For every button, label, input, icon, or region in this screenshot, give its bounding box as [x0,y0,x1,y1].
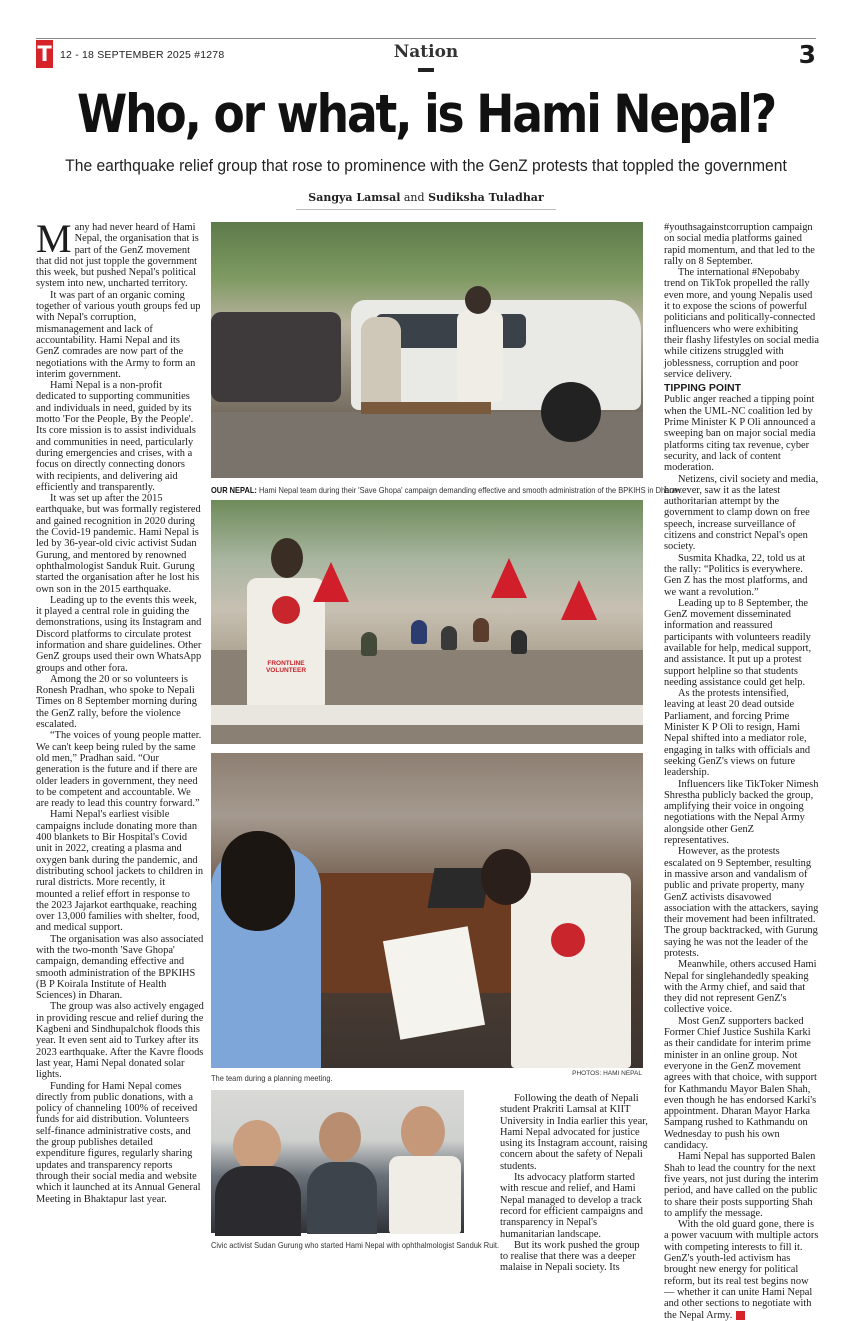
photo-motorbikes [211,312,341,402]
right-paragraph: As the protests intensified, leaving at least 20 dead outside Parliament, and forcing Prime Minister K P Oli to resign, Hami Nepal shifted into a mediator role, engaging in talks with officials and seeking GenZ's views on future leadership. [664,688,811,779]
photo-volunteer-vest [511,873,631,1068]
photo-hami-logo-icon [551,923,585,957]
right-paragraph: Most GenZ supporters backed Former Chief Justice Sushila Karki as their candidate for interim prime minister in an online group. Not everyone in the GenZ movement agrees with that choice, with support for Kathmandu Mayor Balen Shah, even though he has endorsed Karki's appointment. Dharan Mayor Harka Sampang rushed to Kathmandu on Wednesday to push his own candidacy. [664,1015,817,1152]
photo3-caption: The team during a planning meeting. [211,1073,333,1083]
photo1-caption-label: OUR NEPAL: [211,485,257,495]
photo-volunteer-vest [389,1156,461,1234]
photo-table [361,402,491,414]
left-paragraph: Hami Nepal's earliest visible campaigns include donating more than 400 blankets to Bir Hospital's Covid unit in 2022, creating a plasma and oxygen bank during the pandemic, and distributing school jackets to children in rural districts. More recently, it mounted a relief effort in response to the 2023 Jajarkot earthquake, reaching over 13,000 families with shelter, food, and medical support. [36,809,204,934]
left-column [36,216,204,1258]
photo-volunteer-head [271,538,303,578]
left-paragraph: Funding for Hami Nepal comes directly from public donations, with a policy of channeling 100% of received funds for aid distribution. Volunteers self-finance administrative costs, and the group publishes detailed expenditure figures, regularly sharing updates and transparency reports through their social media and website which it launched at its Annual General Meeting in Bhaktapur last year. [36,1080,201,1205]
publication-logo: T [37,42,52,66]
photo-sitting-person [361,632,377,656]
photo-nepal-flag-icon [491,558,527,598]
subhead-tipping-point: TIPPING POINT [664,382,742,395]
photo-face [233,1120,281,1172]
photo-notebook [383,926,485,1039]
byline-author-1: Sangya Lamsal [308,191,401,204]
photo-banner [211,705,643,725]
section-underline [418,68,434,72]
right-paragraph: Influencers like TikToker Nimesh Shrestha publicly backed the group, amplifying their voice in ongoing negotiations with the Nepal Army alongside other GenZ representatives. [664,778,819,847]
left-paragraph: Hami Nepal is a non-profit dedicated to supporting communities and individuals in need, guided by its motto 'For the People, By the People'. Its core mission is to assist individuals and communities in need, particularly during emergencies and crises, with a focus on directly connecting donors with recipients, and delivering aid efficiently and transparently. [36,380,196,493]
photo-suit [215,1166,301,1236]
middle-paragraph: But its work pushed the group to realise that there was a deeper malaise in Nepali society. Its [500,1239,640,1274]
photo-planning-meeting [211,753,643,1068]
right-column [664,222,819,1321]
photo-car-wheel [541,382,601,442]
photo-sitting-person [411,620,427,644]
standfirst: The earthquake relief group that rose to prominence with the GenZ protests that toppled the government [65,156,787,175]
left-paragraph: The group was also actively engaged in providing rescue and relief during the Kagbeni and Sindhupalchok floods this year. It even sent aid to Turkey after its 2023 earthquake. After the Kavre floods last year, Hami Nepal donated solar lights. [36,1001,204,1081]
left-paragraph: “The voices of young people matter. We can't keep being ruled by the same old men,” Pradhan said. “Our generation is the future and if there are older leaders in government, they need to be competent and accountable. We are ready to lead this country forward.” [36,730,202,810]
photo-volunteer-vest [457,310,503,402]
section-label: Nation [393,42,459,62]
photo-suit [307,1162,377,1234]
page-number: 3 [798,40,816,69]
left-paragraph: Among the 20 or so volunteers is Ronesh Pradhan, who spoke to Nepali Times on 8 September morning during the GenZ rally, before the violence escalated. [36,673,197,731]
photo-face [401,1106,445,1158]
photo1-caption-text: Hami Nepal team during their 'Save Ghopa' campaign demanding effective and smooth administration of the BPKIHS in Dharan. [258,485,683,495]
right-paragraph: Meanwhile, others accused Hami Nepal for singlehandedly speaking with the Army chief, and said that they did not represent GenZ's collective voice. [664,959,817,1016]
right-first-paragraph: #youthsagainstcorruption campaign on social media platforms gained rapid momentum, and that led to the rally on 8 September. [664,222,815,267]
photo-nepal-flag-icon [561,580,597,620]
photo-campaign-outdoor [211,222,643,478]
byline [296,191,556,210]
photo-speaker-woman [361,317,401,407]
photo-woman-hair [221,831,295,931]
middle-column [500,1093,650,1274]
photo-street-sit-in [211,500,643,744]
right-paragraph: Susmita Khadka, 22, told us at the rally: “Politics is everywhere. Gen Z has the most platforms, and we want a revolution.” [664,552,808,598]
left-first-text: any had never heard of Hami Nepal, the organisation that is part of the GenZ movement that did not just topple the government this week, but pushed Nepal's political system into new, uncharted territory. [36,222,199,290]
photo-credit: PHOTOS: HAMI NEPAL [572,1070,642,1077]
byline-author-2: Sudiksha Tuladhar [428,191,544,204]
issue-dateline: 12 - 18 SEPTEMBER 2025 #1278 [60,49,225,61]
right-paragraph: Public anger reached a tipping point when the UML-NC coalition led by Prime Minister K P Oli announced a sweeping ban on major social media platforms citing tax revenue, cyber security, and lack of content moderation. [664,394,816,474]
photo-man-head [481,849,531,905]
photo-face [319,1112,361,1162]
right-paragraph: Leading up to 8 September, the GenZ movement disseminated information and reassured participants with volunteers readily available for help, medical support, and assistance. It put up a protest support helpline so that students needing assistance could get help. [664,597,812,688]
left-paragraph: The organisation was also associated with the two-month 'Save Ghopa' campaign, demanding effective and smooth administration of the BPKIHS (B P Koirala Institute of Health Sciences) in Dharan. [36,933,204,1002]
byline-joiner: and [403,191,425,204]
right-paragraph: The international #Nepobaby trend on TikTok propelled the rally even more, and young Nepalis used it to expose the scions of powerful politicians and politically-connected influencers who were exhibiting their flashy lifestyles on social media while citizens struggled with joblessness, corruption and poor service delivery. [664,267,819,380]
left-paragraph: It was part of an organic coming together of various youth groups fed up with Nepal's corruption, mismanagement and lack of accountability. Hami Nepal and its GenZ comrades are now part of the negotiations with the Army to form an interim government. [36,289,201,380]
left-first-paragraph [36,216,204,290]
right-last-paragraph [664,1219,819,1321]
photo4-caption: Civic activist Sudan Gurung who started Hami Nepal with ophthalmologist Sanduk Ruit. [211,1240,500,1250]
left-paragraph: Leading up to the events this week, it played a central role in guiding the demonstrations, using its Instagram and Discord platforms to circulate protest information and share guidelines. Other GenZ groups used their own WhatsApp groups and other fora. [36,594,202,674]
photo-volunteer-head [465,286,491,314]
photo-sitting-person [473,618,489,642]
right-paragraph: However, as the protests escalated on 9 September, resulting in massive arson and vandalism of public and private property, many GenZ activists disavowed association with the attackers, saying their movement had been infiltrated. The group backtracked, with Gurung saying he was not the leader of the protests. [664,846,819,959]
right-last-text: With the old guard gone, there is a power vacuum with multiple actors with competing interests to fill it. GenZ's youth-led activism has brought new energy for political reform, but its real test begins now — whether it can unite Hami Nepal and other sections to negotiate with the Nepal Army. [664,1219,819,1321]
header-rule [36,38,816,39]
photo1-caption [211,485,682,495]
photo-founders-portrait [211,1090,464,1233]
headline: Who, or what, is Hami Nepal? [77,84,775,145]
left-paragraph: It was set up after the 2015 earthquake, but was formally registered and gained recognition in 2020 during the Covid-19 pandemic. Hami Nepal is led by 36-year-old civic activist Sudan Gurung, and mentored by renowned ophthalmologist Sanduk Ruit. Gurung started the organisation after he lost his own son in the 2015 earthquake. [36,493,201,595]
right-paragraph: Netizens, civil society and media, however, saw it as the latest authoritarian attempt by the government to clamp down on free speech, increase surveillance of citizens and constrict Nepal's open society. [664,473,819,553]
photo-sitting-person [441,626,457,650]
middle-paragraph: Its advocacy platform started with rescue and relief, and Hami Nepal managed to develop a track record for efficient campaigns and transparency in Nepal's humanitarian landscape. [500,1172,643,1240]
end-mark-icon [736,1311,745,1320]
photo-vest-text: FRONTLINE VOLUNTEER [265,660,307,674]
middle-paragraph: Following the death of Nepali student Prakriti Lamsal at KIIT University in India earlier this year, Hami Nepal advocated for justice using its Instagram account, raising concern about the safety of Nepali students. [500,1093,648,1172]
photo-hami-logo-icon [272,596,300,624]
photo-sitting-person [511,630,527,654]
photo-nepal-flag-icon [313,562,349,602]
right-paragraph: Hami Nepal has supported Balen Shah to lead the country for the next five years, not just during the interim period, and have called on the public to share their posts supporting Shah to amplify the message. [664,1151,819,1219]
drop-cap: M [36,216,72,261]
